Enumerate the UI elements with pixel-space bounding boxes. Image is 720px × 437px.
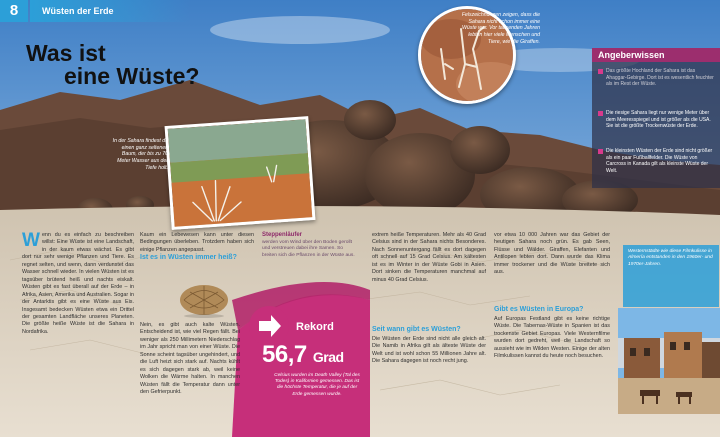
section-title: Wüsten der Erde <box>30 0 190 22</box>
western-town-photo <box>618 308 720 414</box>
column-4-text2: Auf Europas Festland gibt es keine richtige Wüste. Die Tabernas-Wüste in Spanien ist das trockenste Gebiet Europas. Viele Westernfilme wurden dort gedreht, weil die Landschaft so aussieht wie im Wilden Westen. Einige der alten Filmkulissen kannst du heute noch besuchen. <box>494 316 610 360</box>
tumbleweed-icon <box>174 276 234 318</box>
tree-caption: In der Sahara findest du einen ganz seltenen Baum, der bis zu 70 Meter Wasser aus der Tiefe holt. <box>112 138 168 171</box>
subtitle-europe: Gibt es Wüsten in Europa? <box>494 306 584 313</box>
page-number: 8 <box>0 0 28 22</box>
knowledge-item: Die riesige Sahara liegt nur wenige Meter über dem Meeresspiegel und ist größer als die USA. Sie ist die größte Trockenwüste der Erde. <box>598 110 716 130</box>
knowledge-box-title: Angeberwissen <box>592 48 720 62</box>
knowledge-box <box>592 48 720 188</box>
cave-art-caption: Felszeichnungen zeigen, dass die Sahara nicht schon immer eine Wüste war. Vor tausenden Jahren lebten hier viele Menschen und Tiere, wie die Giraffen. <box>461 12 540 45</box>
town-caption: Westernstädte wie diese Filmkulisse in Almería entstanden in den 1960er- und 1970er-Jahren. <box>623 245 719 307</box>
desert-plant-photo <box>165 116 316 230</box>
record-unit: Grad <box>312 349 344 365</box>
sidenote-title: Steppenläufer <box>262 232 303 238</box>
arrow-right-icon <box>249 306 289 346</box>
drop-cap: W <box>22 230 40 251</box>
record-number: 56,7 <box>262 341 307 368</box>
page-title-line1: Was ist <box>26 40 106 66</box>
column-2-lead: Kaum ein Lebewesen kann unter diesen Bedingungen überleben. Trotzdem haben sich einige Pflanzen angepasst. <box>140 232 254 253</box>
record-text: Celsius wurden im Death Valley (Tal des Todes) in Kalifornien gemessen. Das ist die höchste Temperatur, die je auf der Erde gemessen wurde. <box>274 373 360 397</box>
record-badge <box>249 306 289 346</box>
intro-text-block <box>22 232 134 336</box>
sidenote-text: werden vom Wind über den Boden gerollt und verstreuen dabei ihre Samen. So breiten sich die Pflanzen in der Wüste aus. <box>262 240 355 258</box>
record-value <box>262 341 344 369</box>
knowledge-item: Das größte Hochland der Sahara ist das Ahaggar-Gebirge. Dort ist es wesentlich feuchter als im Rest der Wüste. <box>598 68 716 88</box>
page-title-line2: eine Wüste? <box>64 63 200 89</box>
record-label: Rekord <box>296 321 334 333</box>
subtitle-hot-deserts: Ist es in Wüsten immer heiß? <box>140 254 237 261</box>
column-3-text2: Die Wüsten der Erde sind nicht alle gleich alt. Die Namib in Afrika gilt als älteste Wüste der Welt und ist wohl schon 55 Millionen Jahre alt. Die Sahara dagegen ist noch recht jung. <box>372 336 486 365</box>
column-2-text: Nein, es gibt auch kalte Wüsten. Entscheidend ist, wie viel Regen fällt. Bei weniger als 250 Millimetern Niederschlag im Jahr spricht man von einer Wüste. Die Sonne scheint tagsüber ungehindert, und die Luft heizt sich stark auf. Nachts kühlt es sich dagegen stark ab, weil keine Wolken die Wärme halten. In manchen Wüsten fällt die Temperatur dann unter den Gefrierpunkt. <box>140 322 240 396</box>
intro-text: enn du es einfach zu beschreiben willst: Eine Wüste ist eine Landschaft, in der kaum etwas wächst. Es gibt dort nur sehr wenige Pflanzen und Tiere. Es regnet selten, und wenn, dann verdunstet das Wasser schnell wieder. In vielen Wüsten ist es tagsüber brütend heiß und nachts eiskalt. Wüsten gibt es fast überall auf der Erde – in Afrika, Asien, Amerika und Australien. Sogar in der Antarktis gibt es eine Wüste aus Eis. Insgesamt bedecken Wüsten etwa ein Drittel der gesamten Landfläche unseres Planeten. Die größte heiße Wüste ist die Sahara in Nordafrika. <box>22 232 134 335</box>
column-4-text: vor etwa 10 000 Jahren war das Gebiet der heutigen Sahara noch grün. Es gab Seen, Flüsse und Wälder. Giraffen, Elefanten und Antilopen lebten dort. Dann wurde das Klima immer trockener und die Wüste breitete sich aus. <box>494 232 610 276</box>
column-3-text: extrem heiße Temperaturen. Mehr als 40 Grad Celsius sind in der Sahara nichts Besonderes. Nach Sonnenuntergang fällt es dort dagegen oft schnell auf 15 Grad Celsius. Am kältesten ist es im Winter in der Wüste Gobi in Asien. Dort sinken die Temperaturen manchmal auf minus 40 Grad Celsius. <box>372 232 486 283</box>
knowledge-item: Die kleinsten Wüsten der Erde sind nicht größer als ein paar Fußballfelder. Die Wüste von Carcross in Kanada gilt als kleinste Wüste der Welt. <box>598 148 716 174</box>
subtitle-since-when: Seit wann gibt es Wüsten? <box>372 326 461 333</box>
